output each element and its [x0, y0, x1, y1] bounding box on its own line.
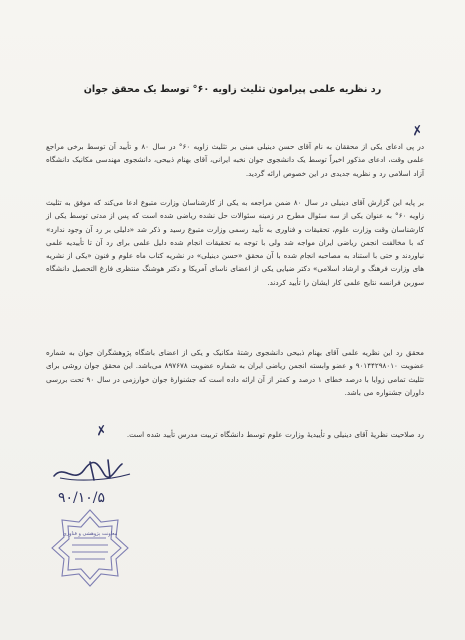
official-stamp [50, 508, 130, 588]
handwritten-check-mark-top: ✗ [410, 123, 425, 140]
stamp-text: معاونت پژوهشی و فناوری [62, 531, 118, 537]
paragraph-3: محقق رد این نظریه علمی آقای بهنام ذبیحی دانشجوی رشتهٔ مکانیک و یکی از اعضای باشگاه پژوهشگران جوان به شماره عضویت ۹۰۱۴۴۲۹۸۰۱۰ و عضو وابسته انجمن ریاضی ایران به شماره عضویت ۸۹۷۶۷۸ می‌باشد. این محقق جوان روشی برای تثلیث تمامی زوایا با درصد خطای ۱ درصد و کمتر از آن ارائه داده است که جشنوارهٔ جوان خوارزمی در سال ۹۰ تحت بررسی داوران جشنواره می باشد. [46, 348, 424, 397]
document-title: رد نظریه علمی پیرامون تثلیث زاویه ۶۰° توسط یک محقق جوان [83, 84, 382, 95]
paragraph-1: در پی ادعای یکی از محققان به نام آقای حسن دینیلی مبنی بر تثلیث زاویه ۶۰° در سال ۸۰ و تأیید آن توسط برخی مراجع علمی وقت، ادعای مذکور اخیراً توسط یک دانشجوی جوان نخبه ایرانی، آقای بهنام ذبیحی، دانشجوی مهندسی مکانیک دانشگاه آزاد اسلامی رد و نظریه جدیدی در این خصوص ارائه گردید. [46, 142, 425, 178]
handwritten-date: ۹۰/۱۰/۵ [58, 490, 106, 506]
paragraph-4: رد صلاحیت نظریهٔ آقای دینیلی و تأییدیهٔ وزارت علوم توسط دانشگاه تربیت مدرس تأیید شده است. [126, 430, 424, 439]
paragraph-2: بر پایه این گزارش آقای دینیلی در سال ۸۰ ضمن مراجعه به یکی از کارشناسان وزارت متبوع ادعا می‌کند که موفق به تثلیث زاویه ۶۰° به عنوان یکی از سه سئوال مطرح در زمینه سئوالات حل نشده ریاضی شده است که پس از مدتی توسط یکی از کارشناسان وقت وزارت علوم، تحقیقات و فناوری به تأیید رسمی وزارت متبوع رسید و ذکر شد «دلیلی بر رد آن وجود ندارد» که با مخالفت انجمن ریاضی ایران مواجه شد ولی با توجه به تحقیقات انجام شده دلیل علمی برای رد آن تا تأییدیه علمی نیاوردند و حتی با استناد به مصاحبه انجام شده با آن محقق «حسن دینیلی» در نشریه کتاب ماه علوم و فنون «یکی از نشریه های وزارت فرهنگ و ارشاد اسلامی» دکتر ضیایی یکی از اعضای ناسای آمریکا و دکتر هوشنگ منتظری فارغ التحصیل دانشگاه سوربن فرانسه نتایج علمی کار ایشان را تأیید کردند. [46, 198, 425, 287]
handwritten-signature [50, 458, 140, 508]
handwritten-check-mark-bottom: ✗ [94, 423, 109, 440]
